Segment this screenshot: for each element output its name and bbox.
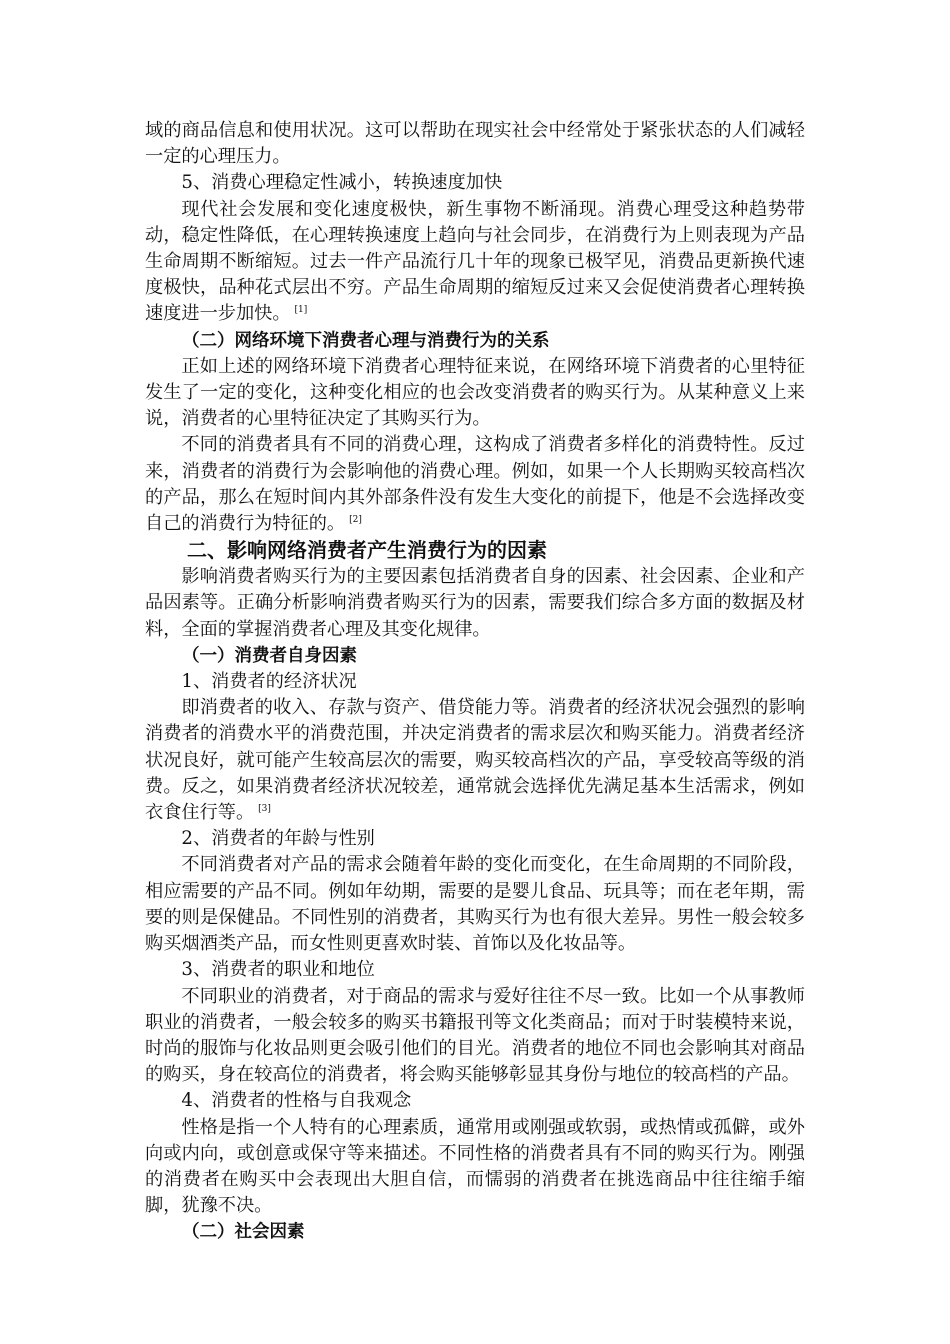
citation-ref: [1] xyxy=(294,305,308,316)
chapter-heading xyxy=(145,537,805,564)
paragraph xyxy=(145,1115,805,1220)
paragraph xyxy=(145,432,805,537)
list-item-heading xyxy=(145,826,805,852)
paragraph-text: 性格是指一个人特有的心理素质，通常用或刚强或软弱，或热情或孤僻，或外向或内向，或创意或保守等来描述。不同性格的消费者具有不同的购买行为。刚强的消费者在购买中会表现出大胆自信，而懦弱的消费者在挑选商品中往往缩手缩脚，犹豫不决。 xyxy=(145,1116,805,1217)
item-text: 1、消费者的经济状况 xyxy=(181,671,357,693)
paragraph xyxy=(145,354,805,433)
paragraph xyxy=(145,695,805,826)
list-item-heading xyxy=(145,170,805,196)
paragraph-text: 不同职业的消费者，对于商品的需求与爱好往往不尽一致。比如一个从事教师职业的消费者，一般会较多的购买书籍报刊等文化类商品；而对于时装模特来说，时尚的服饰与化妆品则更会吸引他们的目光。消费者的地位不同也会影响其对商品的购买，身在较高位的消费者，将会购买能够彰显其身份与地位的较高档的产品。 xyxy=(145,985,805,1086)
paragraph xyxy=(145,564,805,643)
list-item-heading xyxy=(145,1088,805,1114)
paragraph xyxy=(145,984,805,1089)
list-item-heading xyxy=(145,669,805,695)
heading-text: （二）网络环境下消费者心理与消费行为的关系 xyxy=(182,330,550,351)
document-page xyxy=(145,118,805,1246)
heading-text: （一）消费者自身因素 xyxy=(182,645,357,666)
section-heading xyxy=(145,1219,805,1245)
heading-text: 二、影响网络消费者产生消费行为的因素 xyxy=(187,538,547,563)
item-text: 2、消费者的年龄与性别 xyxy=(181,828,375,850)
paragraph-text: 正如上述的网络环境下消费者心理特征来说，在网络环境下消费者的心里特征发生了一定的变化，这种变化相应的也会改变消费者的购买行为。从某种意义上来说，消费者的心里特征决定了其购买行为。 xyxy=(145,355,805,430)
paragraph-text: 不同消费者对产品的需求会随着年龄的变化而变化，在生命周期的不同阶段，相应需要的产品不同。例如年幼期，需要的是婴儿食品、玩具等；而在老年期，需要的则是保健品。不同性别的消费者，其购买行为也有很大差异。男性一般会较多购买烟酒类产品，而女性则更喜欢时装、首饰以及化妆品等。 xyxy=(145,854,805,955)
paragraph-text: 影响消费者购买行为的主要因素包括消费者自身的因素、社会因素、企业和产品因素等。正确分析影响消费者购买行为的因素，需要我们综合多方面的数据及材料，全面的掌握消费者心理及其变化规律。 xyxy=(145,566,805,640)
section-heading xyxy=(145,643,805,669)
paragraph-text: 不同的消费者具有不同的消费心理，这构成了消费者多样化的消费特性。反过来，消费者的消费行为会影响他的消费心理。例如，如果一个人长期购买较高档次的产品，那么在短时间内其外部条件没有发生大变化的前提下，他是不会选择改变自己的消费行为特征的。 xyxy=(145,434,805,535)
heading-text: （二）社会因素 xyxy=(182,1222,305,1243)
paragraph-text: 即消费者的收入、存款与资产、借贷能力等。消费者的经济状况会强烈的影响消费者的消费水平的消费范围，并决定消费者的需求层次和购买能力。消费者经济状况良好，就可能产生较高层次的需要，购买较高档次的产品，享受较高等级的消费。反之，如果消费者经济状况较差，通常就会选择优先满足基本生活需求，例如衣食住行等。 xyxy=(145,697,805,824)
list-item-heading xyxy=(145,957,805,983)
item-text: 3、消费者的职业和地位 xyxy=(181,959,375,981)
citation-ref: [2] xyxy=(349,514,362,525)
item-text: 4、消费者的性格与自我观念 xyxy=(181,1090,412,1112)
paragraph-continuation xyxy=(145,118,805,170)
paragraph xyxy=(145,197,805,328)
paragraph-text: 现代社会发展和变化速度极快，新生事物不断涌现。消费心理受这种趋势带动，稳定性降低，在心理转换速度上趋向与社会同步，在消费行为上则表现为产品生命周期不断缩短。过去一件产品流行几十年的现象已极罕见，消费品更新换代速度极快，品种花式层出不穷。产品生命周期的缩短反过来又会促使消费者心理转换速度进一步加快。 xyxy=(145,198,805,325)
citation-ref: [3] xyxy=(258,804,271,815)
paragraph xyxy=(145,852,805,957)
item-text: 5、消费心理稳定性减小，转换速度加快 xyxy=(181,172,503,194)
paragraph-text: 域的商品信息和使用状况。这可以帮助在现实社会中经常处于紧张状态的人们减轻一定的心理压力。 xyxy=(145,120,805,168)
section-heading xyxy=(145,328,805,354)
